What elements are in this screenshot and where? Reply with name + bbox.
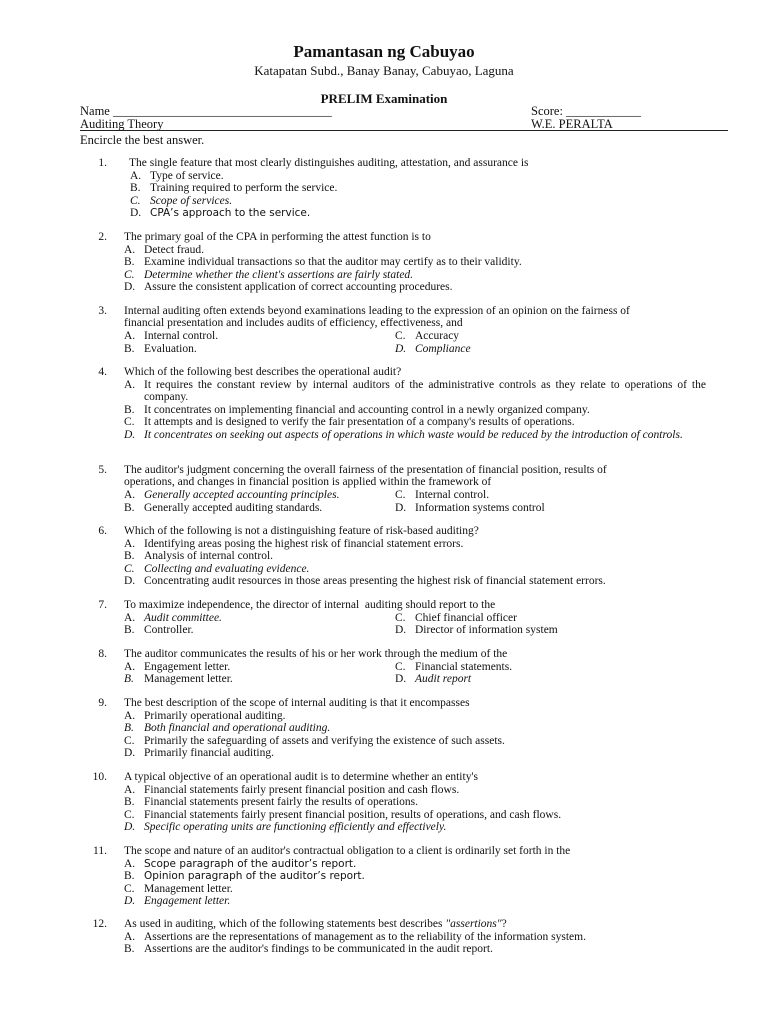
option-text: Identifying areas posing the highest risk of financial statement errors.: [144, 537, 464, 550]
option-letter: D.: [124, 281, 136, 293]
question-number: 1.: [98, 157, 107, 169]
option-text: Determine whether the client's assertions are fairly stated.: [144, 268, 414, 281]
option-letter: C.: [124, 734, 135, 747]
name-field-label: Name ___________________________________: [80, 104, 332, 118]
question-stem: Which of the following best describes the operational audit?: [124, 366, 402, 378]
question-stem: Which of the following is not a distinguishing feature of risk-based auditing?: [124, 525, 479, 537]
question-10: [85, 771, 725, 833]
option-text: Primarily operational auditing.: [144, 709, 286, 722]
school-name: Pamantasan ng Cabuyao: [293, 42, 475, 61]
option-text: Engagement letter.: [144, 660, 231, 673]
question-number: 12.: [92, 918, 107, 930]
option-text: Compliance: [415, 342, 471, 355]
question-number: 10.: [92, 771, 107, 783]
instructor-label: W.E. PERALTA: [531, 117, 613, 131]
option-letter: C.: [395, 489, 406, 501]
option-letter: B.: [124, 722, 134, 734]
option-letter: A.: [124, 537, 136, 550]
stem-prefix: As used in auditing, which of the following statements best describes: [124, 918, 446, 930]
option-text: It concentrates on seeking out aspects of operations in which waste would be reduced by the introduction of controls.: [144, 428, 683, 441]
question-number: 11.: [93, 845, 107, 857]
option-text: It requires the constant review by internal auditors of the administrative controls as they relate to operations of the company.: [144, 378, 706, 403]
question-number: 4.: [98, 366, 107, 378]
option-text: Financial statements.: [415, 660, 513, 673]
option-letter: B.: [124, 501, 135, 514]
stem-line: The auditor's judgment concerning the overall fairness of the presentation of financial position, results of: [124, 464, 607, 476]
question-stem: A typical objective of an operational audit is to determine whether an entity's: [124, 771, 478, 783]
option-letter: A.: [124, 330, 136, 342]
option-letter: D.: [124, 821, 136, 833]
question-number: 2.: [98, 231, 107, 243]
option-text: Financial statements fairly present financial position, results of operations, and cash flows.: [144, 808, 562, 821]
option-text: Financial statements fairly present financial position and cash flows.: [144, 783, 460, 796]
option-text: Assure the consistent application of correct accounting procedures.: [144, 281, 453, 293]
question-9: [85, 697, 725, 759]
option-text: Generally accepted auditing standards.: [144, 501, 323, 514]
option-letter: B.: [130, 182, 141, 194]
question-stem: The best description of the scope of internal auditing is that it encompasses: [124, 697, 470, 709]
exam-title: PRELIM Examination: [320, 91, 448, 106]
question-5: [85, 464, 725, 514]
option-text: Controller.: [144, 624, 194, 636]
question-stem: [124, 305, 714, 329]
option-text: Detect fraud.: [144, 243, 205, 256]
question-stem: [124, 918, 710, 930]
option-text: Internal control.: [415, 489, 490, 501]
option-text: Engagement letter.: [144, 895, 231, 907]
option-letter: D.: [130, 207, 142, 219]
option-letter: A.: [130, 169, 142, 182]
subject-label: Auditing Theory: [80, 117, 164, 131]
option-text: It attempts and is designed to verify the fair presentation of a company's results of operations.: [144, 416, 575, 428]
stem-emphasis: "assertions": [445, 918, 502, 930]
question-stem: [124, 464, 714, 488]
option-text: Opinion paragraph of the auditor’s report.: [144, 870, 365, 882]
option-text: Financial statements present fairly the results of operations.: [144, 796, 419, 808]
option-text: Analysis of internal control.: [144, 550, 274, 562]
question-number: 9.: [98, 697, 107, 709]
option-text: Generally accepted accounting principles.: [144, 489, 340, 501]
option-text: Management letter.: [144, 673, 233, 685]
option-text: Specific operating units are functioning efficiently and effectively.: [144, 821, 447, 833]
option-text: Both financial and operational auditing.: [144, 722, 331, 734]
option-text: Audit report: [415, 673, 472, 685]
option-text: Internal control.: [144, 330, 219, 342]
option-letter: D.: [395, 624, 407, 636]
question-1: [85, 157, 725, 219]
option-letter: C.: [124, 268, 135, 281]
option-letter: D.: [395, 342, 407, 355]
question-stem: The single feature that most clearly distinguishes auditing, attestation, and assurance is: [129, 157, 529, 169]
option-text: Chief financial officer: [415, 611, 517, 624]
option-letter: D.: [124, 575, 136, 587]
question-number: 7.: [98, 599, 107, 611]
question-8: [85, 648, 725, 686]
question-number: 5.: [98, 464, 107, 476]
option-letter: D.: [124, 428, 136, 441]
option-letter: C.: [395, 330, 406, 342]
option-letter: B.: [124, 943, 135, 955]
question-number: 6.: [98, 525, 107, 537]
option-letter: A.: [124, 378, 136, 391]
option-letter: D.: [124, 895, 136, 907]
option-letter: B.: [124, 796, 135, 808]
option-text: Training required to perform the service.: [150, 182, 338, 194]
header-divider: [80, 130, 728, 131]
instruction-text: Encircle the best answer.: [80, 133, 205, 147]
option-letter: A.: [124, 660, 136, 673]
option-text: Director of information system: [415, 624, 558, 636]
option-letter: C.: [124, 882, 135, 895]
option-text: Scope paragraph of the auditor’s report.: [144, 857, 357, 870]
option-text: Examine individual transactions so that the auditor may certify as to their validity.: [144, 256, 522, 268]
stem-line: financial presentation and includes audits of efficiency, effectiveness, and: [124, 317, 463, 330]
option-text: Primarily the safeguarding of assets and verifying the existence of such assets.: [144, 734, 505, 747]
option-letter: B.: [124, 342, 135, 355]
stem-line: operations, and changes in financial position is applied within the framework of: [124, 476, 492, 489]
school-address: Katapatan Subd., Banay Banay, Cabuyao, Laguna: [254, 63, 514, 78]
option-text: Information systems control: [415, 501, 545, 514]
question-stem: To maximize independence, the director of internal auditing should report to the: [124, 599, 496, 611]
option-letter: D.: [124, 747, 136, 759]
question-6: [85, 525, 725, 587]
option-letter: A.: [124, 489, 136, 501]
option-text: It concentrates on implementing financial and accounting control in a newly organized company.: [144, 403, 590, 416]
option-letter: B.: [124, 403, 135, 416]
stem-line: Internal auditing often extends beyond examinations leading to the expression of an opinion on the fairness of: [124, 305, 630, 317]
option-letter: B.: [124, 256, 135, 268]
option-letter: C.: [124, 416, 135, 428]
question-stem: The auditor communicates the results of his or her work through the medium of the: [124, 648, 508, 660]
question-4: [85, 366, 725, 454]
question-2: [85, 231, 725, 293]
option-letter: B.: [124, 624, 135, 636]
question-number: 3.: [98, 305, 107, 317]
option-text: Assertions are the representations of management as to the reliability of the information system.: [144, 930, 586, 943]
option-letter: D.: [395, 673, 407, 685]
option-letter: C.: [124, 562, 135, 575]
score-field-label: Score: ____________: [531, 104, 642, 118]
option-text: Type of service.: [150, 169, 224, 182]
question-3: [85, 305, 725, 355]
option-letter: A.: [124, 857, 136, 870]
question-11: [85, 845, 725, 907]
option-text: Accuracy: [415, 330, 460, 342]
question-7: [85, 599, 725, 637]
question-number: 8.: [98, 648, 107, 660]
option-letter: C.: [395, 611, 406, 624]
option-letter: C.: [130, 194, 141, 207]
question-12: [85, 918, 725, 956]
option-letter: B.: [124, 550, 135, 562]
option-text: Primarily financial auditing.: [144, 747, 274, 759]
option-text: Management letter.: [144, 882, 233, 895]
option-letter: B.: [124, 870, 135, 882]
option-text: Evaluation.: [144, 342, 197, 355]
option-text: Assertions are the auditor's findings to be communicated in the audit report.: [144, 943, 493, 955]
option-letter: C.: [124, 808, 135, 821]
option-text: Scope of services.: [150, 194, 233, 207]
option-text: Audit committee.: [144, 611, 222, 624]
option-letter: B.: [124, 673, 134, 685]
option-text: Collecting and evaluating evidence.: [144, 562, 310, 575]
option-letter: A.: [124, 783, 136, 796]
stem-suffix: ?: [501, 918, 507, 930]
option-letter: D.: [395, 501, 407, 514]
option-text: Concentrating audit resources in those areas presenting the highest risk of financial statement errors.: [144, 575, 606, 587]
option-letter: C.: [395, 660, 406, 673]
option-letter: A.: [124, 930, 136, 943]
option-letter: A.: [124, 611, 136, 624]
option-text: CPA’s approach to the service.: [150, 207, 311, 219]
option-letter: A.: [124, 709, 136, 722]
question-stem: The scope and nature of an auditor's contractual obligation to a client is ordinarily set forth in the: [124, 845, 571, 857]
question-stem: The primary goal of the CPA in performing the attest function is to: [124, 231, 431, 243]
option-letter: A.: [124, 243, 136, 256]
